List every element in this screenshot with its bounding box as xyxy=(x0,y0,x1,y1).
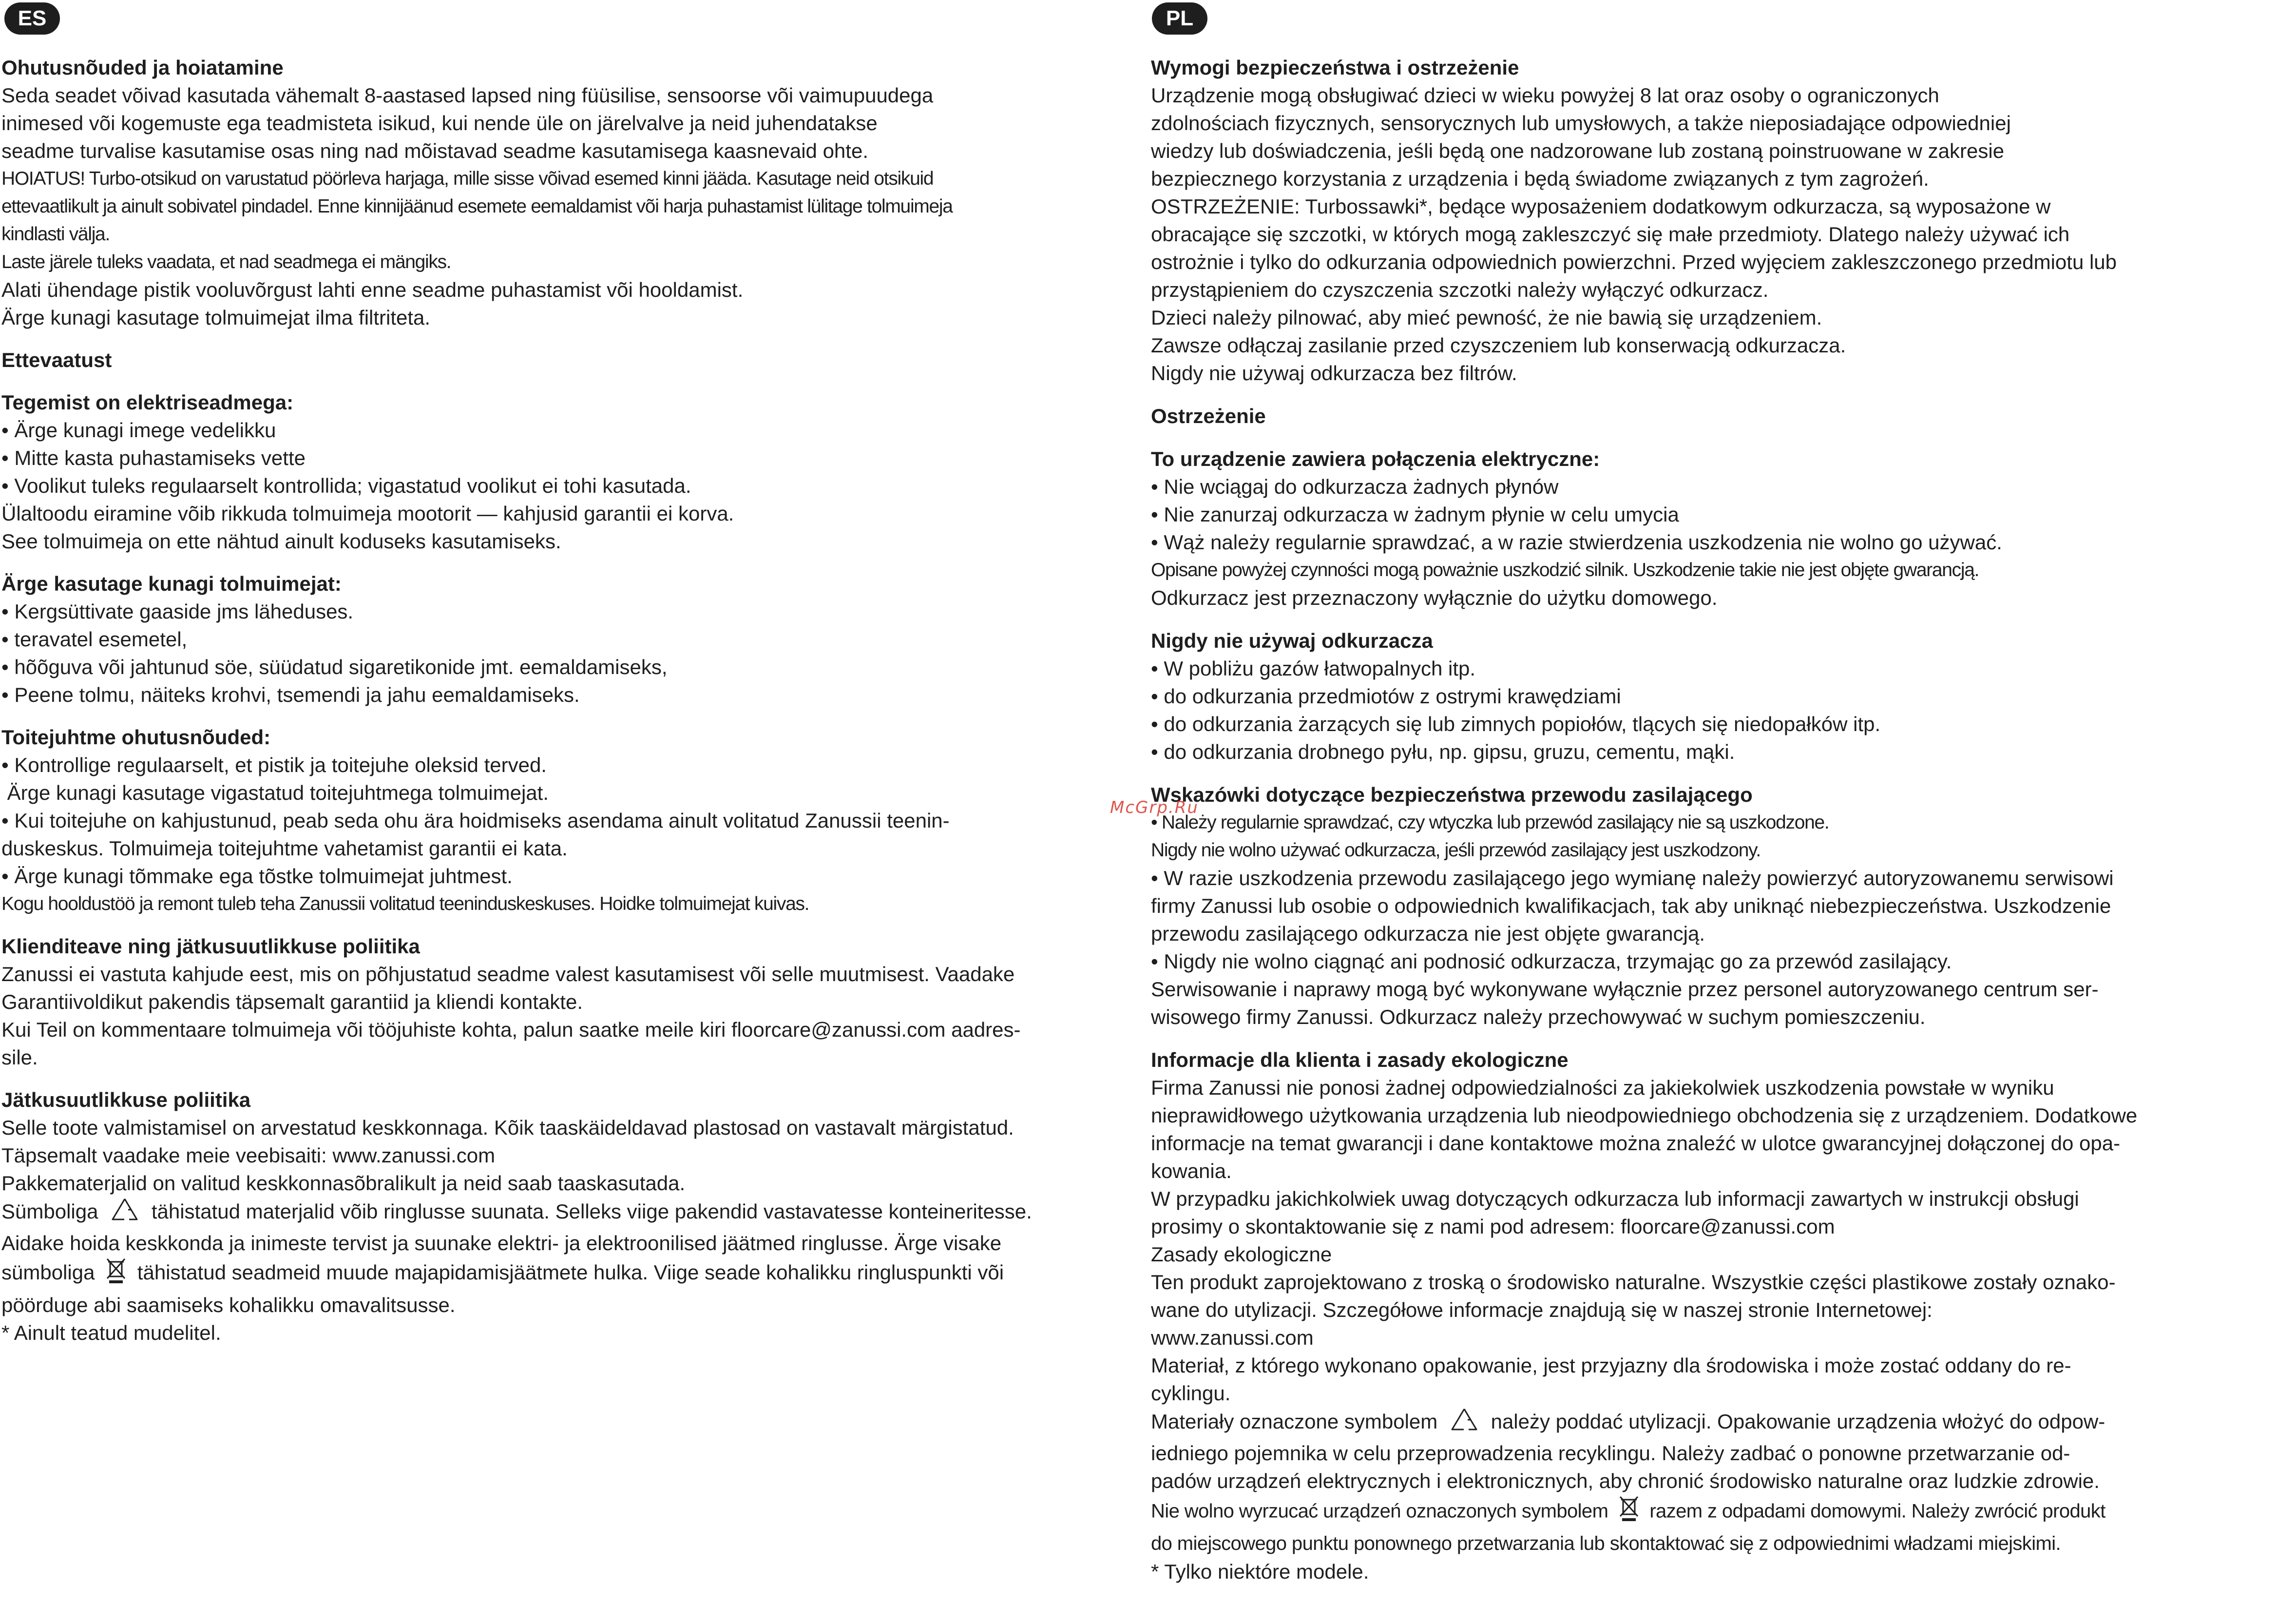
footnote: * Tylko niektóre modele. xyxy=(1151,1560,1369,1583)
text-fragment: Nie wolno wyrzucać urządzeń oznaczonych symbolem xyxy=(1151,1500,1608,1522)
text-line: Alati ühendage pistik vooluvõrgust lahti enne seadme puhastamist või hooldamist. xyxy=(1,278,744,301)
bullet-item: • Należy regularnie sprawdzać, czy wtyczka lub przewód zasilający nie są uszkodzone. xyxy=(1151,812,1829,833)
text-line: Ärge kunagi kasutage vigastatud toitejuhtmega tolmuimejat. xyxy=(1,781,549,804)
text-line xyxy=(1,1197,1117,1229)
recycle-icon xyxy=(1449,1407,1479,1439)
text-line: wiedzy lub doświadczenia, jeśli będą one nadzorowane lub zostaną poinstruowane w zakresie xyxy=(1151,139,2005,162)
text-line: wane do utylizacji. Szczegółowe informacje znajdują się w naszej stronie Internetowej: xyxy=(1151,1298,1932,1321)
text-line: inimesed või kogemuste ega teadmisteta isikud, kui nende üle on järelvalve ja neid juhendatakse xyxy=(1,112,878,135)
text-line: Seda seadet võivad kasutada vähemalt 8-aastased lapsed ning füüsilise, sensoorse või vaimupuudega xyxy=(1,84,934,107)
bullet-item: • do odkurzania przedmiotów z ostrymi krawędziami xyxy=(1151,685,1621,708)
text-line: Kui Teil on kommentaare tolmuimeja või tööjuhiste kohta, palun saatke meile kiri floorcare@zanussi.com aadres- xyxy=(1,1018,1021,1041)
text-line: Serwisowanie i naprawy mogą być wykonywane wyłącznie przez personel autoryzowanego centrum ser- xyxy=(1151,978,2099,1001)
section-title: Informacje dla klienta i zasady ekologiczne xyxy=(1151,1048,1569,1071)
bullet-item: • Nigdy nie wolno ciągnąć ani podnosić odkurzacza, trzymając go za przewód zasilający. xyxy=(1151,950,1952,973)
text-fragment: Materiały oznaczone symbolem xyxy=(1151,1410,1438,1433)
text-line: Zasady ekologiczne xyxy=(1151,1243,1332,1266)
text-fragment: razem z odpadami domowymi. Należy zwrócić produkt xyxy=(1649,1500,2105,1522)
section-title: Jätkusuutlikkuse poliitika xyxy=(1,1088,251,1111)
section-title: Klienditeave ning jätkusuutlikkuse poliitika xyxy=(1,935,420,958)
bullet-item: • Kontrollige regulaarselt, et pistik ja toitejuhe oleksid terved. xyxy=(1,753,547,776)
section-title: Toitejuhtme ohutusnõuded: xyxy=(1,726,271,749)
text-fragment: sümboliga xyxy=(1,1261,95,1284)
text-fragment: należy poddać utylizacji. Opakowanie urządzenia włożyć do odpow- xyxy=(1491,1410,2105,1433)
text-line: informacje na temat gwarancji i dane kontaktowe można znaleźć w ulotce gwarancyjnej dołączonej do opa- xyxy=(1151,1132,2121,1155)
text-line: kowania. xyxy=(1151,1159,1232,1182)
language-badge-es: ES xyxy=(4,2,60,35)
text-line: Ülaltoodu eiramine võib rikkuda tolmuimeja mootorit — kahjusid garantii ei korva. xyxy=(1,502,734,525)
text-line: ettevaatlikult ja ainult sobivatel pindadel. Enne kinnijäänud esemete eemaldamist või harja puhastamist lülitage tolmuimeja xyxy=(1,196,953,217)
text-line: Materiał, z którego wykonano opakowanie, jest przyjazny dla środowiska i może zostać oddany do re- xyxy=(1151,1354,2071,1377)
bullet-item: • hõõguva või jahtunud söe, süüdatud sigaretikonide jmt. eemaldamiseks, xyxy=(1,656,668,678)
text-line: Zanussi ei vastuta kahjude eest, mis on põhjustatud seadme valest kasutamisest või selle muutmisest. Vaadake xyxy=(1,963,1015,985)
section-title: Wymogi bezpieczeństwa i ostrzeżenie xyxy=(1151,56,1519,79)
text-line xyxy=(1151,1407,2267,1439)
bullet-item: • Voolikut tuleks regulaarselt kontrollida; vigastatud voolikut ei tohi kasutada. xyxy=(1,474,691,497)
content-pl xyxy=(1151,54,2267,1585)
text-line: wisowego firmy Zanussi. Odkurzacz należy przechowywać w suchym pomieszczeniu. xyxy=(1151,1005,1926,1028)
text-line: kindlasti välja. xyxy=(1,224,110,245)
text-line: bezpiecznego korzystania z urządzenia i będą świadome związanych z tym zagrożeń. xyxy=(1151,167,1929,190)
text-line: Opisane powyżej czynności mogą poważnie uszkodzić silnik. Uszkodzenie takie nie jest objęte gwarancją. xyxy=(1151,560,1979,580)
bullet-item: • Ärge kunagi tõmmake ega tõstke tolmuimejat juhtmest. xyxy=(1,865,513,888)
bullet-item: • Peene tolmu, näiteks krohvi, tsemendi ja jahu eemaldamiseks. xyxy=(1,683,580,706)
text-line: iedniego pojemnika w celu przeprowadzenia recyklingu. Należy zadbać o ponowne przetwarzanie od- xyxy=(1151,1442,2070,1465)
text-line: Kogu hooldustöö ja remont tuleb teha Zanussii volitatud teeninduskeskuses. Hoidke tolmuimejat kuivas. xyxy=(1,893,809,914)
text-line: HOIATUS! Turbo-otsikud on varustatud pöörleva harjaga, mille sisse võivad esemed kinni jääda. Kasutage neid otsikuid xyxy=(1,168,934,189)
text-line: Firma Zanussi nie ponosi żadnej odpowiedzialności za jakiekolwiek uszkodzenia powstałe w wyniku xyxy=(1151,1076,2054,1099)
section-title: Ettevaatust xyxy=(1,348,112,371)
bullet-item: • Nie wciągaj do odkurzacza żadnych płynów xyxy=(1151,475,1559,498)
text-line: Odkurzacz jest przeznaczony wyłącznie do użytku domowego. xyxy=(1151,586,1718,609)
bullet-item: • W razie uszkodzenia przewodu zasilającego jego wymianę należy powierzyć autoryzowanemu serwisowi xyxy=(1151,867,2114,889)
text-line: seadme turvalise kasutamise osas ning nad mõistavad seadme kasutamisega kaasnevaid ohte. xyxy=(1,139,868,162)
text-fragment: tähistatud seadmeid muude majapidamisjäätmete hulka. Viige seade kohalikku ringluspunkti või xyxy=(137,1261,1004,1284)
text-line: Urządzenie mogą obsługiwać dzieci w wieku powyżej 8 lat oraz osoby o ograniczonych xyxy=(1151,84,1939,107)
text-line: firmy Zanussi lub osobie o odpowiednich kwalifikacjach, tak aby uniknąć niebezpieczeństwa. Uszkodzenie xyxy=(1151,894,2111,917)
text-line: padów urządzeń elektrycznych i elektronicznych, aby chronić środowisko naturalne oraz ludzkie zdrowie. xyxy=(1151,1469,2100,1492)
text-line: Zawsze odłączaj zasilanie przed czyszczeniem lub konserwacją odkurzacza. xyxy=(1151,334,1846,357)
text-line: nieprawidłowego użytkowania urządzenia lub nieodpowiedniego obchodzenia się z urządzeniem. Dodatkowe xyxy=(1151,1104,2138,1127)
section-title: Ärge kasutage kunagi tolmuimejat: xyxy=(1,572,342,595)
text-line: W przypadku jakichkolwiek uwag dotyczących odkurzacza lub informacji zawartych w instrukcji obsługi xyxy=(1151,1187,2079,1210)
footnote: * Ainult teatud mudelitel. xyxy=(1,1321,221,1344)
text-line: Pakkematerjalid on valitud keskkonnasõbralikult ja neid saab taaskasutada. xyxy=(1,1172,686,1195)
text-line: ostrożnie i tylko do odkurzania odpowiednich powierzchni. Przed wyjęciem zakleszczonego przedmiotu lub xyxy=(1151,251,2117,273)
content-es xyxy=(1,54,1117,1347)
text-line: Selle toote valmistamisel on arvestatud keskkonnaga. Kõik taaskäideldavad plastosad on vastavalt märgistatud. xyxy=(1,1116,1014,1139)
recycle-icon xyxy=(110,1197,140,1229)
text-fragment: Sümboliga xyxy=(1,1200,98,1223)
watermark: McGrp.Ru xyxy=(1110,798,1199,817)
bullet-item: • teravatel esemetel, xyxy=(1,628,188,651)
text-line: do miejscowego punktu ponownego przetwarzania lub skontaktować się z odpowiednimi władzami miejskimi. xyxy=(1151,1533,2061,1554)
text-line: Laste järele tuleks vaadata, et nad seadmega ei mängiks. xyxy=(1,251,451,272)
bullet-item: • Wąż należy regularnie sprawdzać, a w razie stwierdzenia uszkodzenia nie wolno go używać. xyxy=(1151,531,2002,554)
section-title: Nigdy nie używaj odkurzacza xyxy=(1151,629,1433,652)
bullet-item: • do odkurzania drobnego pyłu, np. gipsu, gruzu, cementu, mąki. xyxy=(1151,740,1735,763)
text-line: OSTRZEŻENIE: Turbossawki*, będące wyposażeniem dodatkowym odkurzacza, są wyposażone w xyxy=(1151,195,2051,218)
text-line: Ten produkt zaprojektowano z troską o środowisko naturalne. Wszystkie części plastikowe zostały oznako- xyxy=(1151,1271,2116,1294)
section-title: To urządzenie zawiera połączenia elektryczne: xyxy=(1151,447,1600,470)
text-line: przystąpieniem do czyszczenia szczotki należy wyłączyć odkurzacz. xyxy=(1151,278,1769,301)
section-title: Tegemist on elektriseadmega: xyxy=(1,391,294,414)
text-line: prosimy o skontaktowanie się z nami pod adresem: floorcare@zanussi.com xyxy=(1151,1215,1835,1238)
bullet-item: • Nie zanurzaj odkurzacza w żadnym płynie w celu umycia xyxy=(1151,503,1679,526)
language-badge-pl: PL xyxy=(1152,2,1207,35)
text-line: Aidake hoida keskkonda ja inimeste tervist ja suunake elektri- ja elektroonilised jäätmed ringlusse. Ärge visake xyxy=(1,1232,1002,1255)
text-line: obracające się szczotki, w których mogą zakleszczyć się małe przedmioty. Dlatego należy używać ich xyxy=(1151,223,2070,246)
bullet-item: • Mitte kasta puhastamiseks vette xyxy=(1,446,306,469)
text-line: www.zanussi.com xyxy=(1151,1326,1314,1349)
text-line: Täpsemalt vaadake meie veebisaiti: www.zanussi.com xyxy=(1,1144,496,1167)
bullet-item: • Ärge kunagi imege vedelikku xyxy=(1,419,276,442)
section-title: Ostrzeżenie xyxy=(1151,405,1266,427)
weee-bin-icon xyxy=(106,1257,126,1291)
text-line: Nigdy nie wolno używać odkurzacza, jeśli przewód zasilający jest uszkodzony. xyxy=(1151,840,1760,861)
text-line: Garantiivoldikut pakendis täpsemalt garantiid ja kliendi kontakte. xyxy=(1,990,583,1013)
text-line: See tolmuimeja on ette nähtud ainult koduseks kasutamiseks. xyxy=(1,530,561,553)
text-fragment: tähistatud materjalid võib ringlusse suunata. Selleks viige pakendid vastavatesse konteineritesse. xyxy=(151,1200,1032,1223)
text-line xyxy=(1151,1495,2267,1530)
bullet-item: • Kergsüttivate gaaside jms läheduses. xyxy=(1,600,354,623)
text-line: cyklingu. xyxy=(1151,1382,1231,1405)
text-line: zdolnościach fizycznych, sensorycznych lub umysłowych, a także nieposiadające odpowiedniej xyxy=(1151,112,2011,135)
text-line: Ärge kunagi kasutage tolmuimejat ilma filtriteta. xyxy=(1,306,431,329)
bullet-item: • Kui toitejuhe on kahjustunud, peab seda ohu ära hoidmiseks asendama ainult volitatud Zanussii teenin- xyxy=(1,809,950,832)
bullet-item: • do odkurzania żarzących się lub zimnych popiołów, tlących się niedopałków itp. xyxy=(1151,713,1881,735)
section-title: Ohutusnõuded ja hoiatamine xyxy=(1,56,284,79)
text-line: Dzieci należy pilnować, aby mieć pewność, że nie bawią się urządzeniem. xyxy=(1151,306,1822,329)
text-line: sile. xyxy=(1,1046,38,1069)
text-line: Nigdy nie używaj odkurzacza bez filtrów. xyxy=(1151,362,1517,385)
bullet-item: • W pobliżu gazów łatwopalnych itp. xyxy=(1151,657,1476,680)
text-line xyxy=(1,1257,1117,1291)
text-line: przewodu zasilającego odkurzacza nie jest objęte gwarancją. xyxy=(1151,922,1705,945)
text-line: duskeskus. Tolmuimeja toitejuhtme vahetamist garantii ei kata. xyxy=(1,837,568,860)
section-title: Wskazówki dotyczące bezpieczeństwa przewodu zasilającego xyxy=(1151,783,1753,806)
text-line: pöörduge abi saamiseks kohalikku omavalitsusse. xyxy=(1,1294,456,1316)
weee-bin-icon xyxy=(1619,1495,1639,1530)
